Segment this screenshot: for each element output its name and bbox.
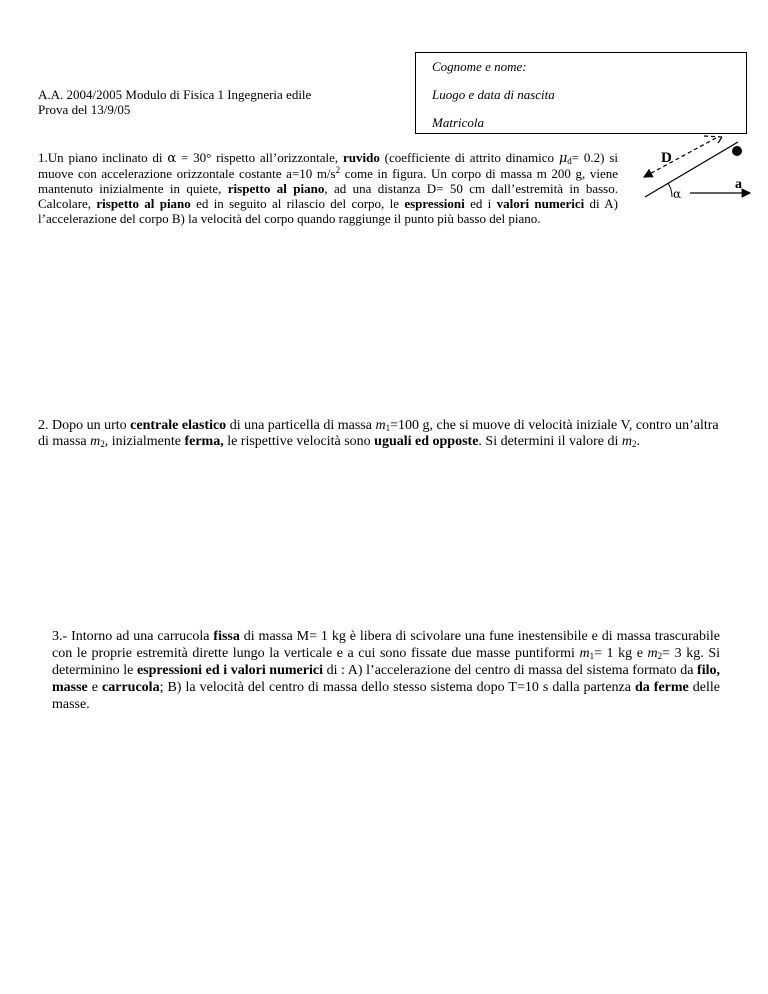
course-line: A.A. 2004/2005 Modulo di Fisica 1 Ingegneria edile: [38, 87, 312, 102]
label-d: D: [661, 150, 672, 166]
label-alpha: α: [673, 187, 682, 201]
question-1: 1.Un piano inclinato di α = 30° rispetto all’orizzontale, ruvido (coefficiente di attrito dinamico $\mu_d= 0.2$) si muove con accelerazione orizzontale costante a=10 $m/s^2$ come in figura. Un corpo di massa m 200 g, viene mantenuto inizialmente in quiete, rispetto al piano, ad una distanza D= 50 cm dall’estremità in basso. Calcolare, rispetto al piano ed in seguito al rilascio del corpo, le espressioni ed i valori numerici di A) l’accelerazione del corpo B) la velocità del corpo quando raggiunge il punto più basso del piano.: [38, 150, 618, 226]
mass-dot: [732, 146, 742, 156]
distance-arrow: [644, 138, 716, 177]
name-label: Cognome e nome:: [432, 59, 527, 74]
exam-date-line: Prova del 13/9/05: [38, 102, 131, 117]
question-2: 2. Dopo un urto centrale elastico di una particella di massa $m_1=100$ g, che si muove di velocità iniziale V, contro un’altra di massa $m_2$, inizialmente ferma, le rispettive velocità sono uguali ed opposte. Si determini il valore di $m_2$.: [38, 418, 719, 449]
birth-label: Luogo e data di nascita: [432, 87, 555, 102]
question-3: 3.- Intorno ad una carrucola fissa di massa M= 1 kg è libera di scivolare una fune inestensibile e di massa trascurabile con le proprie estremità dirette lungo la verticale e a cui sono fissate due masse puntiformi $m_1= 1$ kg e $m_2= 3$ kg. Si determinino le espressioni ed i valori numerici di : A) l’accelerazione del centro di massa del sistema formato da filo, masse e carrucola; B) la velocità del centro di massa dello stesso sistema dopo T=10 s dalla partenza da ferme delle masse.: [52, 629, 721, 712]
id-label: Matricola: [432, 115, 484, 130]
distance-arrow-tip: [718, 137, 722, 143]
label-a: a: [735, 177, 742, 192]
distance-arrow-top: [704, 136, 722, 137]
angle-arc: [668, 183, 672, 197]
